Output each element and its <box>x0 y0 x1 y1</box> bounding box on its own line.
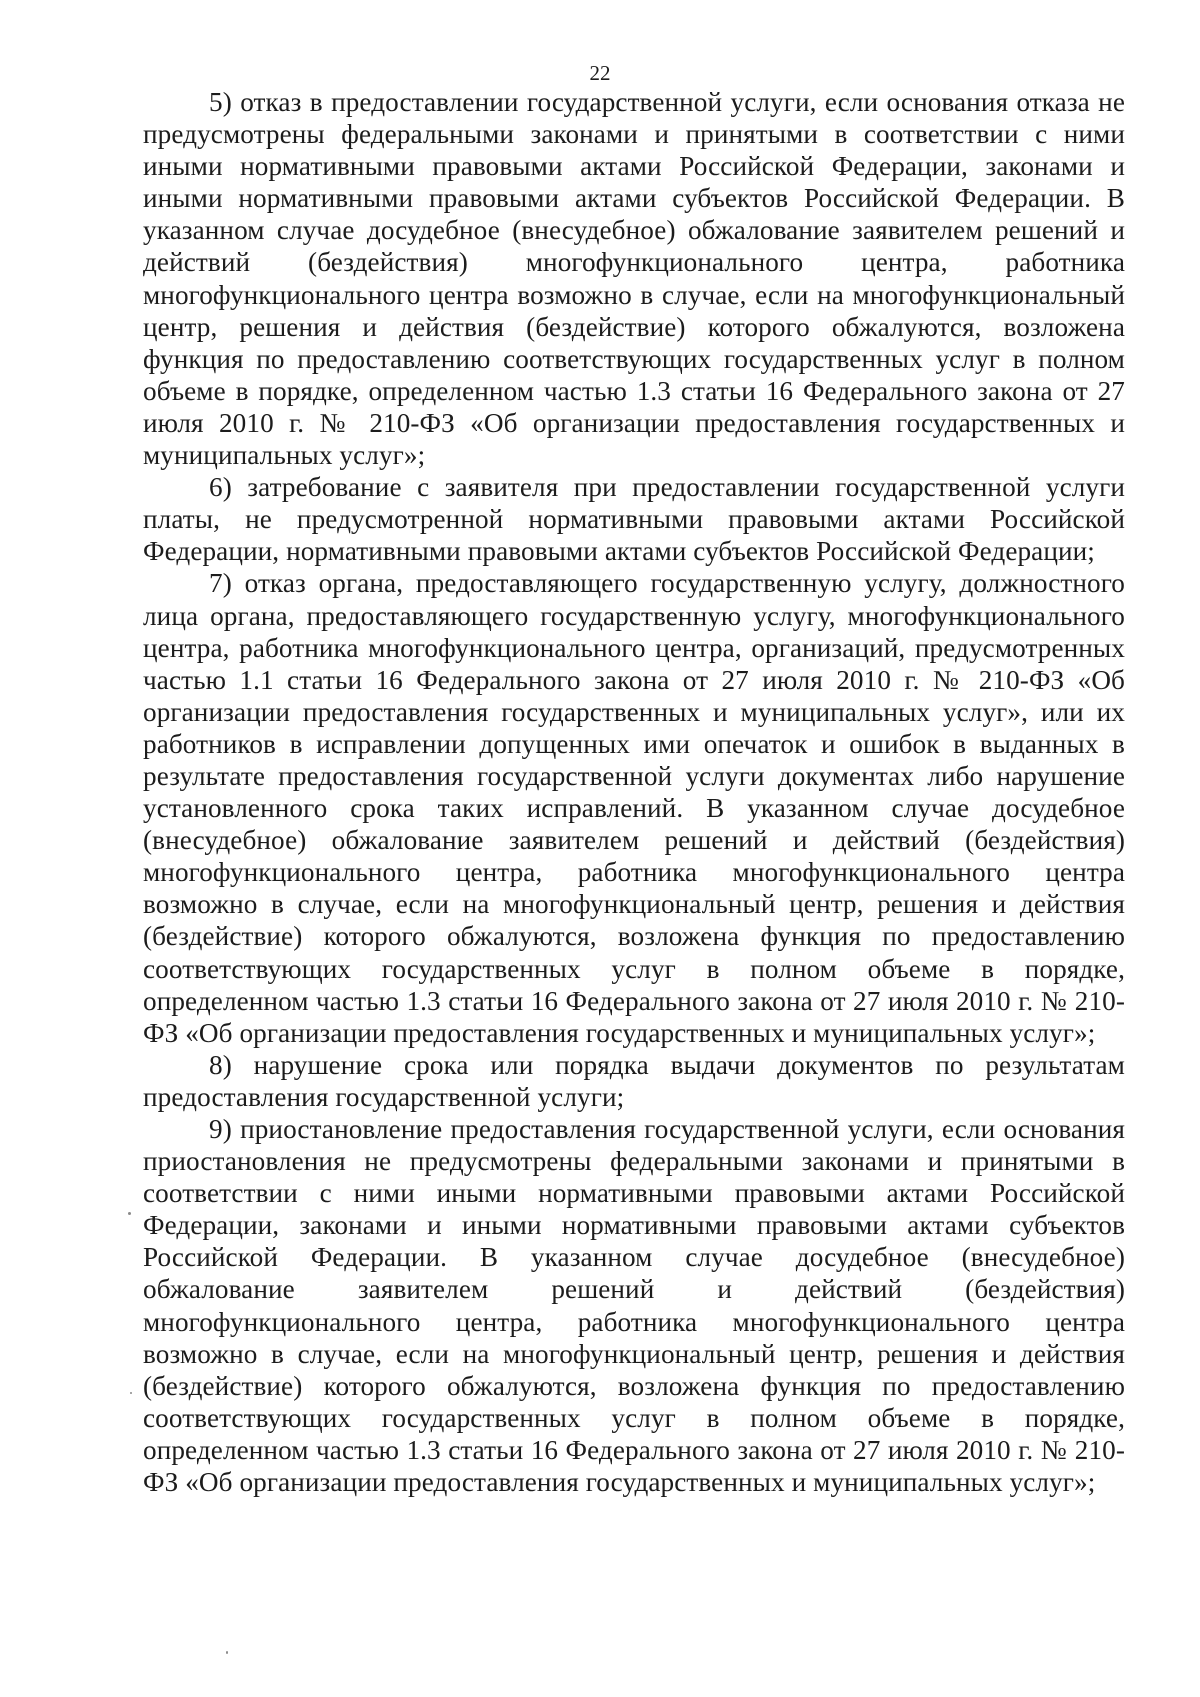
list-item-8: 8) нарушение срока или порядка выдачи документов по результатам предоставления государственной услуги; <box>143 1049 1125 1112</box>
scan-speck <box>226 1651 228 1654</box>
document-body <box>143 86 1125 1498</box>
scan-speck <box>130 1392 132 1394</box>
list-item-6: 6) затребование с заявителя при предоставлении государственной услуги платы, не предусмотренной нормативными правовыми актами Российской Федерации, нормативными правовыми актами субъектов Российской Федерации; <box>143 472 1125 567</box>
list-item-5: 5) отказ в предоставлении государственной услуги, если основания отказа не предусмотрены федеральными законами и принятыми в соответствии с ними иными нормативными правовыми актами Российской Федерации, законами и иными нормативными правовыми актами субъектов Российской Федерации. В указанном случае досудебное (внесудебное) обжалование заявителем решений и действий (бездействия) многофункционального центра, работника многофункционального центра возможно в случае, если на многофункциональный центр, решения и действия (бездействие) которого обжалуются, возложена функция по предоставлению соответствующих государственных услуг в полном объеме в порядке, определенном частью 1.3 статьи 16 Федерального закона от 27 июля 2010 г. № 210-ФЗ «Об организации предоставления государственных и муниципальных услуг»; <box>143 87 1125 471</box>
list-item-7: 7) отказ органа, предоставляющего государственную услугу, должностного лица органа, предоставляющего государственную услугу, многофункционального центра, работника многофункционального центра, организаций, предусмотренных частью 1.1 статьи 16 Федерального закона от 27 июля 2010 г. № 210-ФЗ «Об организации предоставления государственных и муниципальных услуг», или их работников в исправлении допущенных ими опечаток и ошибок в выданных в результате предоставления государственной услуги документах либо нарушение установленного срока таких исправлений. В указанном случае досудебное (внесудебное) обжалование заявителем решений и действий (бездействия) многофункционального центра, работника многофункционального центра возможно в случае, если на многофункциональный центр, решения и действия (бездействие) которого обжалуются, возложена функция по предоставлению соответствующих государственных услуг в полном объеме в порядке, определенном частью 1.3 статьи 16 Федерального закона от 27 июля 2010 г. № 210-ФЗ «Об организации предоставления государственных и муниципальных услуг»; <box>143 568 1125 1048</box>
scan-speck <box>128 1212 131 1215</box>
list-item-9: 9) приостановление предоставления государственной услуги, если основания приостановления не предусмотрены федеральными законами и принятыми в соответствии с ними иными нормативными правовыми актами Российской Федерации, законами и иными нормативными правовыми актами субъектов Российской Федерации. В указанном случае досудебное (внесудебное) обжалование заявителем решений и действий (бездействия) многофункционального центра, работника многофункционального центра возможно в случае, если на многофункциональный центр, решения и действия (бездействие) которого обжалуются, возложена функция по предоставлению соответствующих государственных услуг в полном объеме в порядке, определенном частью 1.3 статьи 16 Федерального закона от 27 июля 2010 г. № 210-ФЗ «Об организации предоставления государственных и муниципальных услуг»; <box>143 1114 1125 1498</box>
page-number: 22 <box>589 61 611 85</box>
